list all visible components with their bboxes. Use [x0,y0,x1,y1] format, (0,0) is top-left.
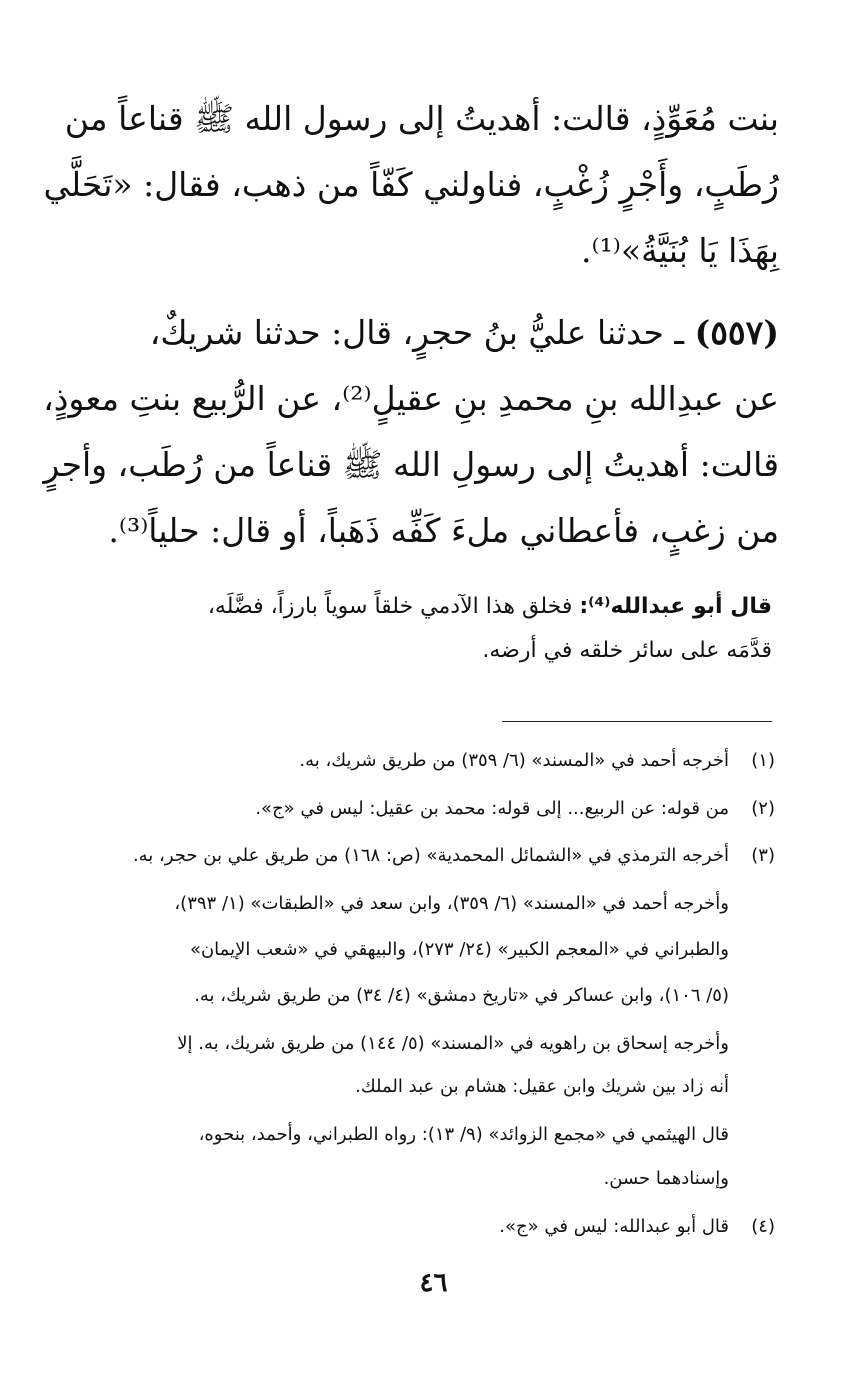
footnote-4-text: قال أبو عبدالله: ليس في «ج». [499,1216,729,1237]
main-text-line-2: رُطَبٍ، وأَجْرٍ زُغْبٍ، فناولني كَفّاً من ذهب، فقال: «تَحَلَّي [43,165,779,204]
hadith-number: (٥٥٧) [694,313,779,352]
footnote-4 [68,1208,775,1246]
footnote-3-line-7: قال الهيثمي في «مجمع الزوائد» (٩/ ١٣): رواه الطبراني، وأحمد، بنحوه، [198,1124,729,1145]
footnote-1-number: (١) [751,750,775,771]
footnote-3-line-3: والطبراني في «المعجم الكبير» (٢٤/ ٢٧٣)، والبيهقي في «شعب الإيمان» [189,939,729,960]
footnote-3-line-6: أنه زاد بين شريك وابن عقيل: هشام بن عبد الملك. [355,1076,729,1097]
footnote-1-text: أخرجه أحمد في «المسند» (٦/ ٣٥٩) من طريق شريك، به. [299,750,729,771]
footnote-3-line-8: وإسنادهما حسن. [603,1168,729,1189]
hadith-chain-start: ـ حدثنا عليُّ بنُ حجرٍ، قال: حدثنا شريكٌ، [149,313,695,352]
main-text-line-7: من زغبٍ، فأعطاني ملءَ كَفِّه ذَهَباً، أو قال: حلياً⁽³⁾. [108,511,779,550]
footnote-3 [68,837,775,875]
main-text-line-1: بنت مُعَوِّذٍ، قالت: أهديتُ إلى رسول الله ﷺ قناعاً من [64,99,779,138]
footnote-3-line-4: (٥/ ١٠٦)، وابن عساكر في «تاريخ دمشق» (٤/ ٣٤) من طريق شريك، به. [194,985,729,1006]
main-text-line-5: عن عبدِالله بنِ محمدِ بنِ عقيلٍ⁽²⁾، عن الرُّبيع بنتِ معوذٍ، [43,379,779,418]
commentary-line-1 [68,586,772,628]
page-number: ٤٦ [419,1268,448,1298]
footnote-3-line-5: وأخرجه إسحاق بن راهويه في «المسند» (٥/ ١٤٤) من طريق شريك، به. إلا [177,1033,729,1054]
footnote-3-text: أخرجه الترمذي في «الشمائل المحمدية» (ص: ١٦٨) من طريق علي بن حجر، به. [132,845,729,866]
main-text-line-6: قالت: أهديتُ إلى رسولِ الله ﷺ قناعاً من رُطَب، وأجرٍ [43,445,779,484]
footnote-1 [68,742,775,780]
commentary-text: فخلق هذا الآدمي خلقاً سوياً بارزاً، فضَّلَه، [207,594,580,619]
footnote-2-number: (٢) [751,798,775,819]
footnote-4-number: (٤) [751,1216,775,1237]
footnote-separator [502,721,772,722]
main-text-line-3: بِهَذَا يَا بُنَيَّةُ»⁽¹⁾. [580,231,779,270]
footnote-3-number: (٣) [751,845,775,866]
footnote-2-text: من قوله: عن الربيع... إلى قوله: محمد بن عقيل: ليس في «ج». [255,798,729,819]
footnote-2 [68,790,775,828]
footnote-3-line-2: وأخرجه أحمد في «المسند» (٦/ ٣٥٩)، وابن سعد في «الطبقات» (١/ ٣٩٣)، [174,893,729,914]
hadith-557-heading [62,300,779,366]
commentary-label: قال أبو عبدالله⁽⁴⁾: [579,594,772,619]
commentary-line-2: قدَّمَه على سائر خلقه في أرضه. [482,638,772,663]
